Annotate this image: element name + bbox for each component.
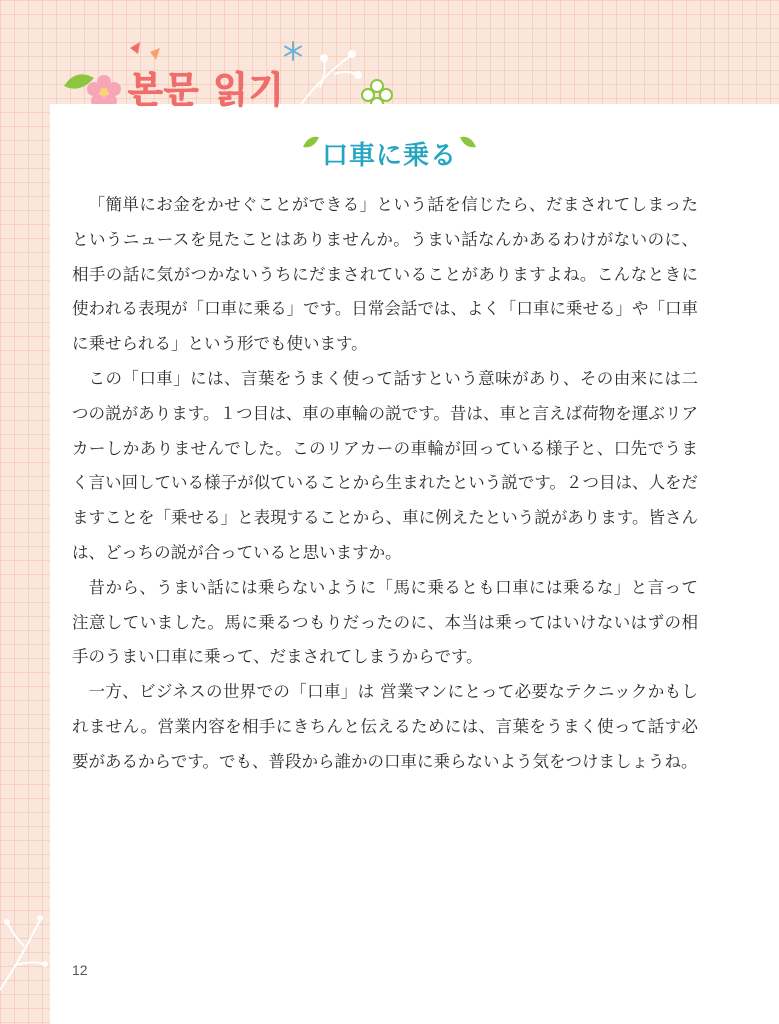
paragraph: 昔から、うまい話には乗らないように「馬に乗るとも口車には乗るな」と言って注意していました。馬に乗るつもりだったのに、本当は乗ってはいけないはずの相手のうまい口車に乗って、だまされてしまうからです。 (72, 577, 698, 667)
branch-icon (290, 48, 370, 108)
paragraph: 一方、ビジネスの世界での「口車」は 営業マンにとって必要なテクニックかもしれません。営業内容を相手にきちんと伝えるためには、言葉をうまく使って話す必要があるからです。でも、普段から誰かの口車に乗らないよう気をつけましょうね。 (72, 682, 698, 771)
paragraph: 「簡単にお金をかせぐことができる」という話を信じたら、だまされてしまったというニュースを見たことはありませんか。うまい話なんかあるわけがないのに、相手の話に気がつかないうちにだまされていることがありますよね。こんなときに使われる表現が「口車に乗る」です。日常会話では、よく「口車に乗せる」や「口車に乗せられる」という形でも使います。 (72, 195, 699, 354)
paragraph: この「口車」には、言葉をうまく使って話すという意味があり、その由来には二つの説があります。１つ目は、車の車輪の説です。昔は、車と言えば荷物を運ぶリアカーしかありませんでした。このリアカーの車輪が回っている様子と、口先でうまく言い回している様子が似ていることから生まれたという説です。２つ目は、人をだますことを「乗せる」と表現することから、車に例えたという説があります。皆さんは、どっちの説が合っていると思いますか。 (72, 368, 698, 562)
page-number: 12 (72, 962, 88, 978)
leaf-icon (459, 135, 477, 149)
triangle-icon (128, 38, 168, 64)
article-body (72, 188, 698, 780)
section-label: 본문 읽기 (128, 70, 285, 111)
title-block (0, 135, 779, 172)
leaf-icon (302, 135, 320, 149)
page-title: 口車に乗る (321, 141, 457, 171)
branch-icon (0, 900, 50, 1000)
